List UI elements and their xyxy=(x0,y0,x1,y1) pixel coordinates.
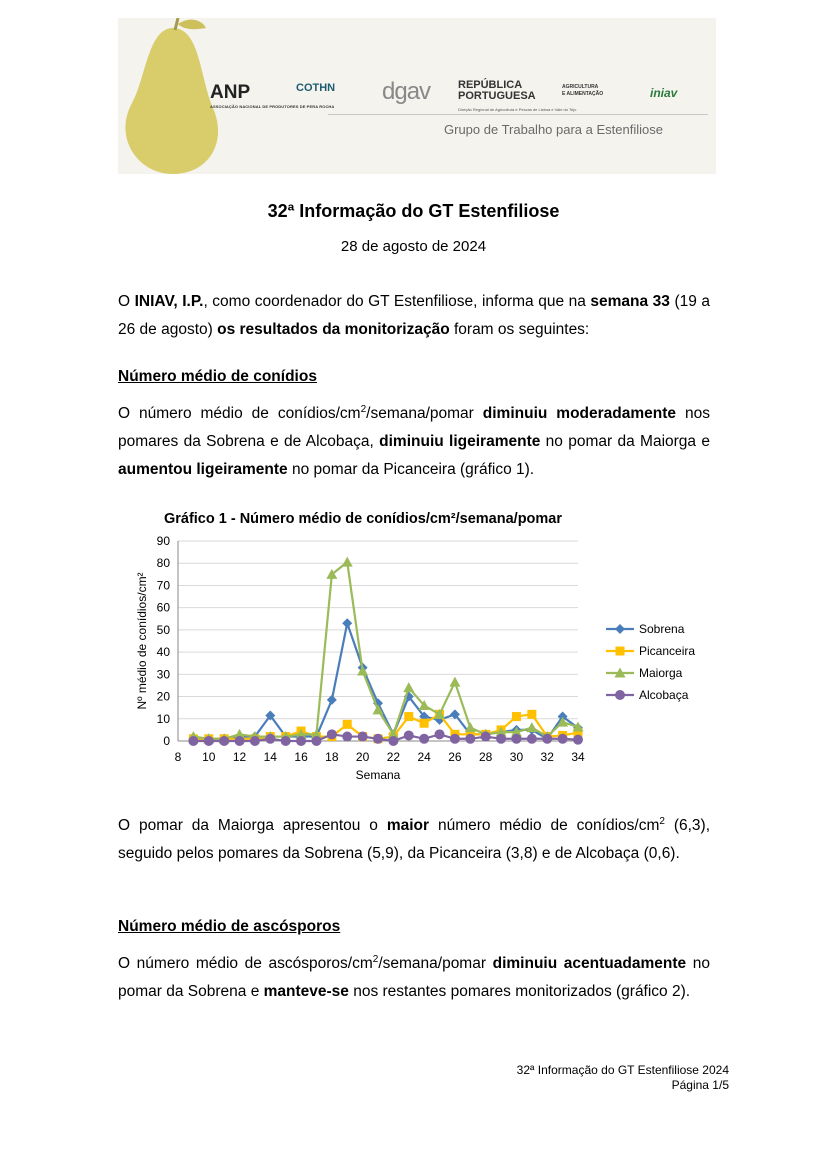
data-point xyxy=(527,710,536,719)
legend-label: Maiorga xyxy=(639,666,683,680)
data-point xyxy=(512,712,521,721)
cothn-logo: COTHN xyxy=(296,82,336,94)
conidios-paragraph: O número médio de conídios/$cm^2/semana$/pomar diminuiu moderadamente nos pomares da Sobrena e de Alcobaça, diminuiu ligeiramente no pomar da Maiorga e aumentou ligeiramente no pomar da Picanceira (gráfico 1). xyxy=(118,403,710,478)
x-tick-label: 32 xyxy=(540,750,554,764)
x-tick-label: 22 xyxy=(386,750,401,764)
data-point xyxy=(449,677,460,687)
document-date: 28 de agosto de 2024 xyxy=(340,238,487,255)
x-tick-label: 30 xyxy=(509,750,524,764)
data-point xyxy=(342,732,352,742)
data-point xyxy=(327,729,337,739)
data-point xyxy=(496,734,506,744)
conidios-line-chart xyxy=(118,505,718,795)
x-tick-label: 34 xyxy=(571,750,585,764)
data-point xyxy=(465,722,476,732)
x-tick-label: 16 xyxy=(294,750,308,764)
data-point xyxy=(435,729,445,739)
data-point xyxy=(420,719,429,728)
anp-logo: ANP ASSOCIAÇÃO NACIONAL DE PRODUTORES DE PERA ROCHA xyxy=(210,82,335,109)
data-point xyxy=(296,736,306,746)
header-banner xyxy=(118,18,716,174)
conidios-ranking-paragraph: O pomar da Maiorga apresentou o maior número médio de conídios/$cm^2$ (6,3), seguido pelos pomares da Sobrena (5,9), da Picanceira (3,8) e de Alcobaça (0,6). xyxy=(118,815,711,862)
partner-logos xyxy=(210,74,710,114)
y-tick-label: 80 xyxy=(156,556,170,571)
data-point xyxy=(342,557,353,567)
x-tick-label: 18 xyxy=(325,750,339,764)
data-point xyxy=(403,682,414,692)
data-point xyxy=(542,734,552,744)
data-point xyxy=(450,734,460,744)
x-tick-label: 28 xyxy=(479,750,493,764)
x-tick-label: 10 xyxy=(202,750,216,764)
y-tick-label: 20 xyxy=(156,689,170,704)
legend-label: Picanceira xyxy=(639,644,696,658)
y-tick-label: 10 xyxy=(156,711,170,726)
data-point xyxy=(358,732,368,742)
x-axis-label: Semana xyxy=(355,768,401,782)
data-point xyxy=(465,734,475,744)
data-point xyxy=(311,736,321,746)
data-point xyxy=(616,647,625,656)
data-point xyxy=(235,736,245,746)
legend-label: Sobrena xyxy=(639,622,685,636)
chart-title: Gráfico 1 - Número médio de conídios/cm²/semana/pomar xyxy=(163,511,563,527)
direcao-regional-text: Direção Regional de Agricultura e Pescas de Lisboa e Vale do Tejo xyxy=(458,107,577,112)
x-tick-label: 14 xyxy=(263,750,277,764)
data-point xyxy=(481,732,491,742)
section-heading-conidios: Número médio de conídios xyxy=(118,368,317,385)
dgav-logo: dgav xyxy=(382,78,431,105)
x-tick-label: 20 xyxy=(355,750,370,764)
data-point xyxy=(343,720,352,729)
y-tick-label: 90 xyxy=(156,534,170,548)
ascosporos-paragraph: O número médio de ascósporos/$cm^2/semana$/pomar diminuiu acentuadamente no pomar da Sobrena e manteve-se nos restantes pomares monitorizados (gráfico 2). xyxy=(118,953,710,1000)
y-tick-label: 50 xyxy=(156,622,170,637)
data-point xyxy=(573,735,583,745)
y-tick-label: 0 xyxy=(163,734,170,748)
data-point xyxy=(558,734,568,744)
x-tick-label: 26 xyxy=(448,750,462,764)
working-group-name: Grupo de Trabalho para a Estenfiliose xyxy=(444,122,663,137)
data-point xyxy=(527,734,537,744)
data-point xyxy=(615,624,625,634)
data-point xyxy=(265,734,275,744)
data-point xyxy=(342,618,352,628)
y-tick-label: 60 xyxy=(156,600,170,615)
data-point xyxy=(419,734,429,744)
data-point xyxy=(188,736,198,746)
header-divider xyxy=(328,114,708,115)
y-tick-label: 70 xyxy=(156,578,170,593)
y-tick-label: 40 xyxy=(156,645,170,660)
legend-label: Alcobaça xyxy=(639,688,689,702)
agricultura-logo: AGRICULTURA E ALIMENTAÇÃO xyxy=(562,84,604,97)
data-point xyxy=(615,690,625,700)
page-footer xyxy=(329,1063,729,1093)
document-title: 32ª Informação do GT Estenfiliose xyxy=(267,201,560,221)
page-number: Página 1/5 xyxy=(671,1078,729,1092)
x-tick-label: 8 xyxy=(174,750,182,764)
data-point xyxy=(388,736,398,746)
data-point xyxy=(281,736,291,746)
footer-doc-title: 32ª Informação do GT Estenfiliose 2024 xyxy=(516,1063,729,1077)
data-point xyxy=(373,734,383,744)
x-tick-label: 24 xyxy=(417,750,431,764)
x-tick-label: 12 xyxy=(232,750,247,764)
data-point xyxy=(404,712,413,721)
data-point xyxy=(204,736,214,746)
republica-portuguesa-logo: REPÚBLICA PORTUGUESA xyxy=(458,79,536,102)
data-point xyxy=(526,722,537,732)
data-point xyxy=(250,736,260,746)
data-point xyxy=(404,730,414,740)
y-axis-label: Nº médio de conídios/cm² xyxy=(135,572,149,710)
intro-paragraph: O INIAV, I.P., como coordenador do GT Estenfiliose, informa que na semana 33 (19 a 26 de agosto) os resultados da monitorização foram os seguintes: xyxy=(118,293,711,338)
iniav-logo: iniav xyxy=(650,86,678,100)
y-tick-label: 30 xyxy=(156,667,170,682)
data-point xyxy=(511,734,521,744)
data-point xyxy=(219,736,229,746)
section-heading-ascosporos: Número médio de ascósporos xyxy=(118,918,341,935)
